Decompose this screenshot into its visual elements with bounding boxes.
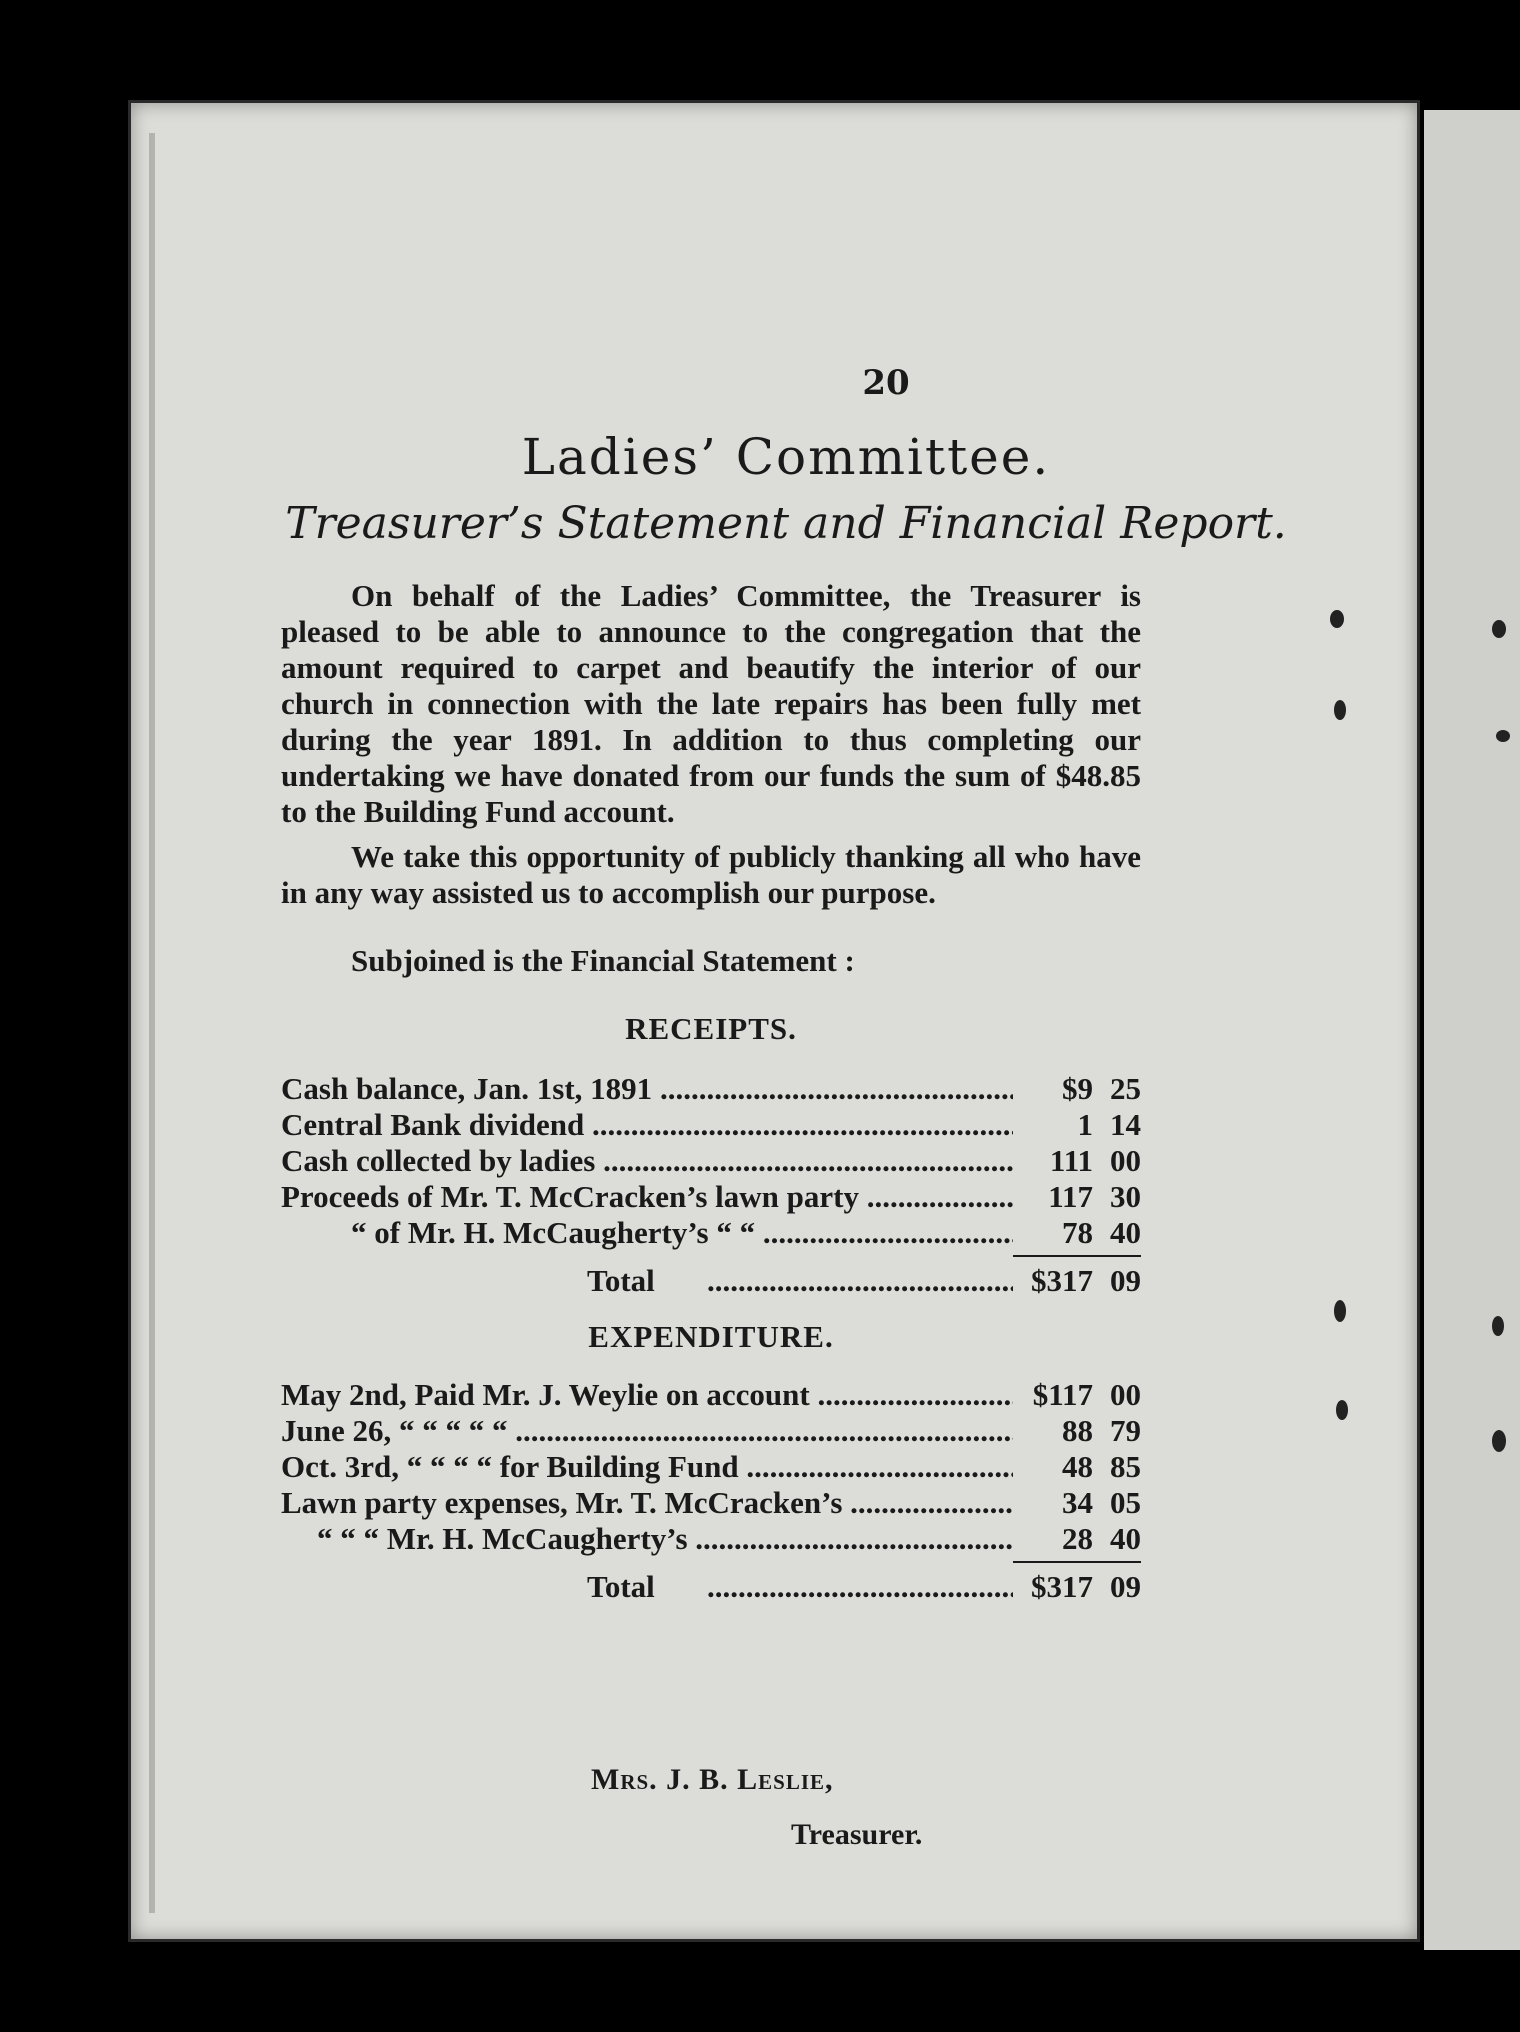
ink-speck (1492, 1430, 1506, 1452)
row-description: Cash collected by ladies ..... (281, 1143, 1013, 1179)
ink-speck (1496, 730, 1510, 742)
table-row (281, 1521, 1141, 1557)
row-dollars: 88 (1062, 1413, 1093, 1448)
expenditure-heading: EXPENDITURE. (588, 1319, 834, 1354)
row-dollars: 78 (1062, 1215, 1093, 1250)
row-cents: 30 (1110, 1179, 1141, 1214)
row-cents: 79 (1110, 1413, 1141, 1448)
leader-dots (707, 1263, 1013, 1299)
total-cents: 09 (1110, 1263, 1141, 1298)
ink-speck (1334, 700, 1346, 720)
row-description: June 26, “ “ “ “ “ ..... (281, 1413, 1013, 1449)
ink-speck (1334, 1300, 1346, 1322)
total-dollars: $317 (1031, 1569, 1093, 1604)
document-page (128, 100, 1420, 1942)
ink-speck (1492, 620, 1506, 638)
table-row (281, 1107, 1141, 1143)
row-description: May 2nd, Paid Mr. J. Weylie on account ..... (281, 1377, 1013, 1413)
receipts-heading: RECEIPTS. (625, 1011, 797, 1046)
signature-name: Mrs. J. B. Leslie, (591, 1763, 834, 1796)
total-rule (1013, 1255, 1141, 1257)
row-description: “ of Mr. H. McCaugherty’s “ “ ..... (281, 1215, 1013, 1251)
row-description: Central Bank dividend ..... (281, 1107, 1013, 1143)
paragraph: On behalf of the Ladies’ Committee, the Treasurer is pleased to be able to announce to the congregation that the amount required to carpet and beautify the interior of our church in connection with the late repairs has been fully met during the year 1891. In addition to thus completing our undertaking we have donated from our funds the sum of $48.85 to the Building Fund account. (281, 578, 1141, 829)
receipts-total-row (281, 1263, 1141, 1299)
total-rule (1013, 1561, 1141, 1563)
row-cents: 25 (1110, 1071, 1141, 1106)
row-cents: 40 (1110, 1215, 1141, 1250)
row-description: Oct. 3rd, “ “ “ “ for Building Fund ..... (281, 1449, 1013, 1485)
row-cents: 00 (1110, 1143, 1141, 1178)
row-cents: 00 (1110, 1377, 1141, 1412)
row-dollars: 117 (1048, 1179, 1093, 1214)
table-row (281, 1179, 1141, 1215)
total-label: Total (587, 1263, 655, 1298)
table-row (281, 1485, 1141, 1521)
receipts-table (281, 1071, 1141, 1251)
row-cents: 05 (1110, 1485, 1141, 1520)
row-dollars: 34 (1062, 1485, 1093, 1520)
paragraph: We take this opportunity of publicly thanking all who have in any way assisted us to accomplish our purpose. (281, 839, 1141, 910)
expenditure-table (281, 1377, 1141, 1557)
page-number: 20 (862, 363, 910, 403)
row-dollars: 1 (1077, 1107, 1093, 1142)
total-cents: 09 (1110, 1569, 1141, 1604)
page-content (281, 253, 1291, 1953)
signature-title: Treasurer. (791, 1818, 923, 1851)
row-dollars: 111 (1049, 1143, 1093, 1178)
table-row (281, 1449, 1141, 1485)
ink-speck (1492, 1316, 1504, 1336)
expenditure-total-row (281, 1569, 1141, 1605)
total-label: Total (587, 1569, 655, 1604)
row-dollars: 28 (1062, 1521, 1093, 1556)
page-edge (149, 133, 155, 1913)
page-title: Ladies’ Committee. (521, 428, 1051, 486)
row-description: Cash balance, Jan. 1st, 1891 ..... (281, 1071, 1013, 1107)
table-row (281, 1143, 1141, 1179)
row-cents: 85 (1110, 1449, 1141, 1484)
row-description: Lawn party expenses, Mr. T. McCracken’s ..... (281, 1485, 1013, 1521)
row-dollars: $9 (1062, 1071, 1093, 1106)
total-dollars: $317 (1031, 1263, 1093, 1298)
leader-dots (707, 1569, 1013, 1605)
adjacent-page-edge (1424, 110, 1520, 1950)
ink-speck (1336, 1400, 1348, 1420)
body-text (281, 578, 1141, 920)
page-subtitle: Treasurer’s Statement and Financial Report. (285, 498, 1287, 549)
row-dollars: $117 (1032, 1377, 1093, 1412)
table-row (281, 1071, 1141, 1107)
statement-intro: Subjoined is the Financial Statement : (351, 943, 855, 978)
row-cents: 14 (1110, 1107, 1141, 1142)
row-cents: 40 (1110, 1521, 1141, 1556)
ink-speck (1330, 610, 1344, 628)
row-dollars: 48 (1062, 1449, 1093, 1484)
table-row (281, 1413, 1141, 1449)
row-description: “ “ “ Mr. H. McCaugherty’s ..... (281, 1521, 1013, 1557)
table-row (281, 1377, 1141, 1413)
table-row (281, 1215, 1141, 1251)
row-description: Proceeds of Mr. T. McCracken’s lawn party ..... (281, 1179, 1013, 1215)
